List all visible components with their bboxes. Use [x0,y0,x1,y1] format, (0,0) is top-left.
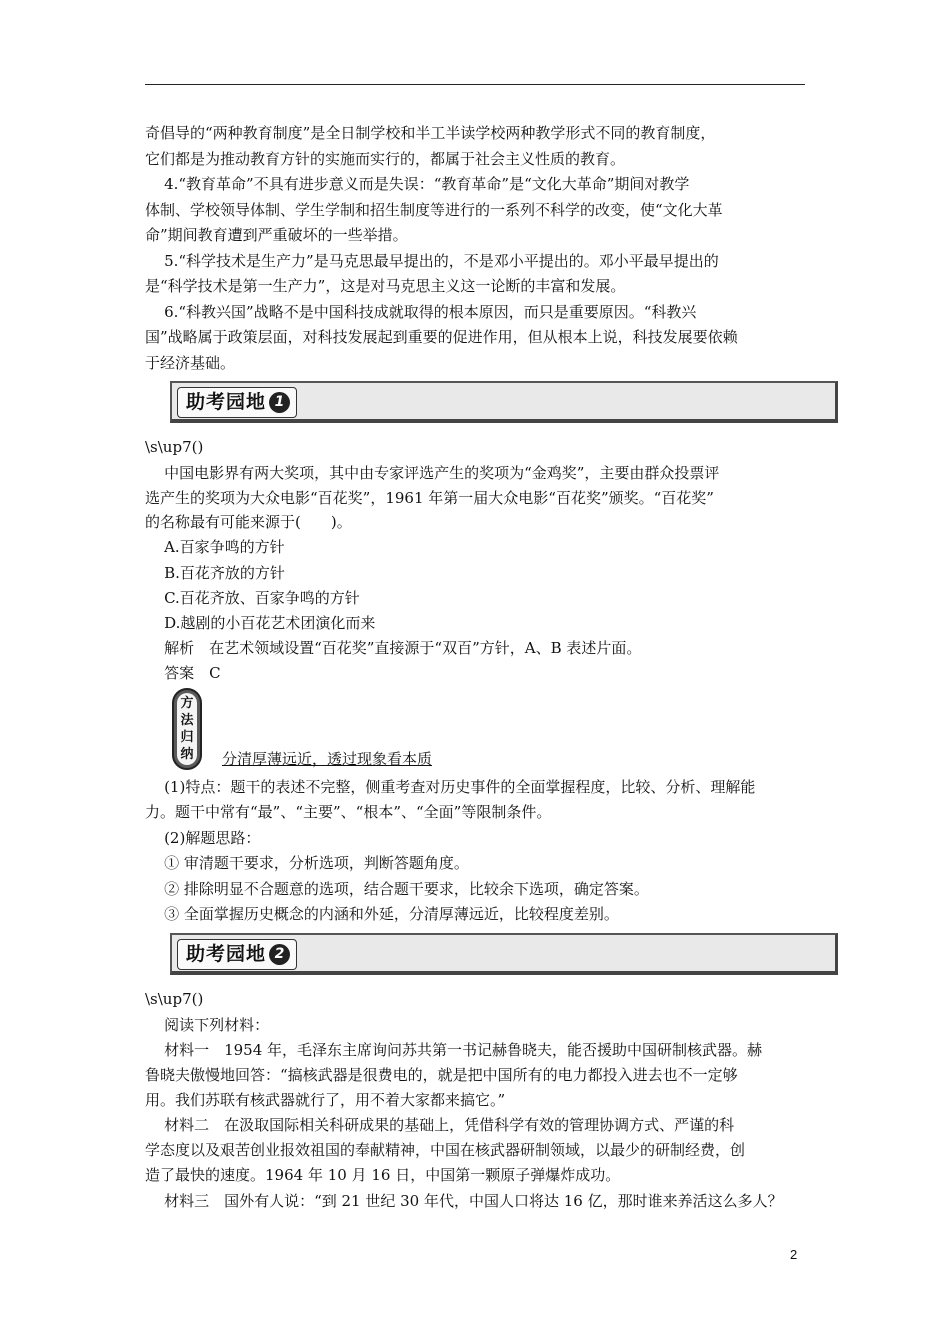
field-code: \s\up7() [145,990,204,1008]
text-line: 学态度以及艰苦创业报效祖国的奉献精神，中国在核武器研制领域，以最少的研制经费，创 [145,1141,746,1159]
text-line: 奇倡导的“两种教育制度”是全日制学校和半工半读学校两种教学形式不同的教育制度， [145,124,716,142]
text-line: 于经济基础。 [145,354,236,372]
text-line: (2)解题思路： [145,829,261,847]
analysis: 解析 在艺术领域设置“百花奖”直接源于“双百”方针，A、B 表述片面。 [145,639,642,657]
text-line: ③ 全面掌握历史概念的内涵和外延，分清厚薄远近，比较程度差别。 [145,905,619,923]
text-line: 材料三 国外有人说：“到 21 世纪 30 年代，中国人口将达 16 亿，那时谁来养活这么多人？ [145,1192,783,1210]
text-line: 6.“科教兴国”战略不是中国科技成就取得的根本原因，而只是重要原因。“科教兴 [145,303,697,321]
banner-number-icon: 1 [269,392,290,413]
text-line: 用。我们苏联有核武器就行了，用不着大家都来搞它。” [145,1091,506,1109]
option-d: D.越剧的小百花艺术团演化而来 [145,614,376,632]
text-line: 中国电影界有两大奖项，其中由专家评选产生的奖项为“金鸡奖”，主要由群众投票评 [145,464,720,482]
text-line: 材料一 1954 年，毛泽东主席询问苏共第一书记赫鲁晓夫，能否援助中国研制核武器。赫 [145,1041,763,1059]
text-line: 国”战略属于政策层面，对科技发展起到重要的促进作用，但从根本上说，科技发展要依赖 [145,328,738,346]
text-line: 造了最快的速度。1964 年 10 月 16 日，中国第一颗原子弹爆炸成功。 [145,1166,621,1184]
field-code: \s\up7() [145,438,204,456]
text-line: 5.“科学技术是生产力”是马克思最早提出的，不是邓小平提出的。邓小平最早提出的 [145,252,719,270]
banner-title: 助考园地 [186,943,267,965]
badge-char: 方 [180,696,194,711]
text-line: 力。题干中常有“最”、“主要”、“根本”、“全面”等限制条件。 [145,803,552,821]
badge-char: 纳 [180,747,194,762]
option-c: C.百花齐放、百家争鸣的方针 [145,589,360,607]
text-line: ② 排除明显不合题意的选项，结合题干要求，比较余下选项，确定答案。 [145,880,649,898]
text-line: 体制、学校领导体制、学生学制和招生制度等进行的一系列不科学的改变，使“文化大革 [145,201,723,219]
page-number: 2 [790,1247,798,1262]
text-line: ① 审清题干要求，分析选项，判断答题角度。 [145,854,469,872]
banner-title-box [177,387,297,418]
section-banner-1 [170,381,838,423]
text-line: 4.“教育革命”不具有进步意义而是失误：“教育革命”是“文化大革命”期间对教学 [145,175,690,193]
text-line: (1)特点：题干的表述不完整，侧重考查对历史事件的全面掌握程度，比较、分析、理解能 [145,778,756,796]
text-line: 的名称最有可能来源于( )。 [145,513,352,531]
badge-char: 法 [180,713,194,728]
text-line: 选产生的奖项为大众电影“百花奖”，1961 年第一届大众电影“百花奖”颁奖。“百花奖” [145,489,714,507]
banner-title: 助考园地 [186,391,267,413]
text-line: 它们都是为推动教育方针的实施而实行的，都属于社会主义性质的教育。 [145,150,626,168]
text-line: 鲁晓夫傲慢地回答：“搞核武器是很费电的，就是把中国所有的电力都投入进去也不一定够 [145,1066,738,1084]
option-a: A.百家争鸣的方针 [145,538,285,556]
banner-title-box [177,939,297,970]
text-line: 是“科学技术是第一生产力”，这是对马克思主义这一论断的丰富和发展。 [145,277,626,295]
header-rule [145,84,805,85]
text-line: 命”期间教育遭到严重破坏的一些举措。 [145,226,408,244]
method-title: 分清厚薄远近，透过现象看本质 [222,750,433,768]
method-summary-badge [172,688,202,770]
text-line: 材料二 在汲取国际相关科研成果的基础上，凭借科学有效的管理协调方式、严谨的科 [145,1116,735,1134]
text-line: 阅读下列材料： [145,1016,270,1034]
option-b: B.百花齐放的方针 [145,564,285,582]
banner-number-icon: 2 [269,944,290,965]
section-banner-2 [170,933,838,975]
badge-char: 归 [180,730,194,745]
answer: 答案 C [145,664,221,682]
